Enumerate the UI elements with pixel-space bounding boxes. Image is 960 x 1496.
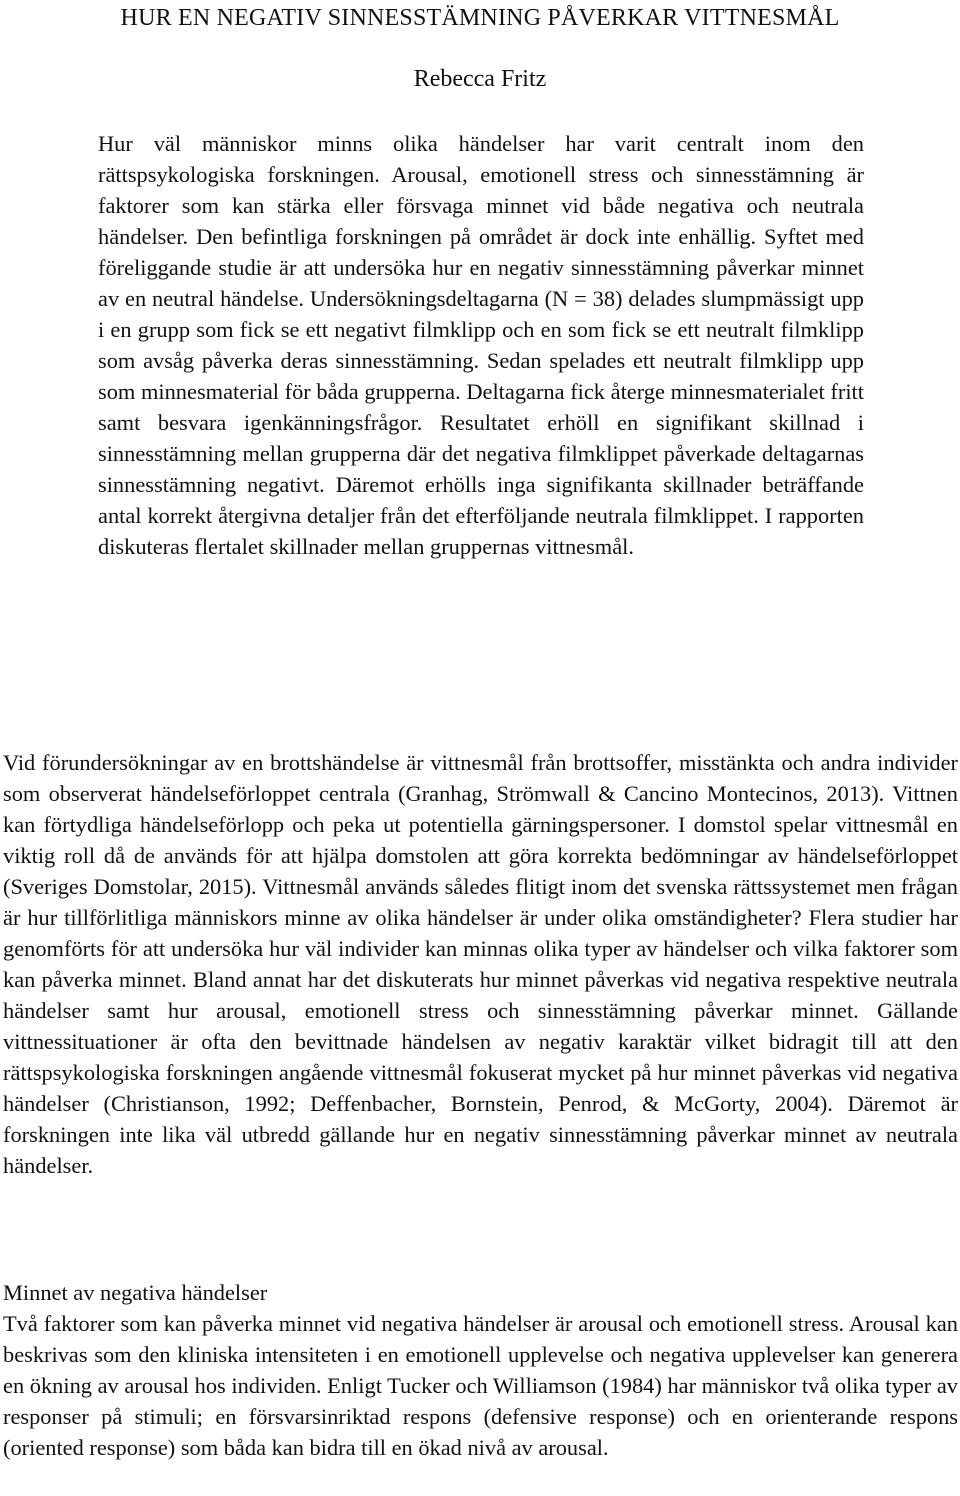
author-name: Rebecca Fritz [413, 66, 547, 92]
body-paragraph-introduction: Vid förundersökningar av en brottshändelse är vittnesmål från brottsoffer, misstänkta och andra individer som observerat händelseförloppet centrala (Granhag, Strömwall & Cancino Montecinos, 2013). Vittnen kan förtydliga händelseförlopp och peka ut potentiella gärningspersoner. I domstol spelar vittnesmål en viktig roll då de används för att hjälpa domstolen att göra korrekta bedömningar av händelseförloppet (Sveriges Domstolar, 2015). Vittnesmål används således flitigt inom det svenska rättssystemet men frågan är hur tillförlitliga människors minne av olika händelser är under olika omständigheter? Flera studier har genomförts för att undersöka hur väl individer kan minnas olika typer av händelser och vilka faktorer som kan påverka minnet. Bland annat har det diskuterats hur minnet påverkas vid negativa respektive neutrala händelser samt hur arousal, emotionell stress och sinnesstämning påverkar minnet. Gällande vittnessituationer är ofta den bevittnade händelsen av negativ karaktär vilket bidragit till att den rättspsykologiska forskningen angående vittnesmål fokuserat mycket på hur minnet påverkas vid negativa händelser (Christianson, 1992; Deffenbacher, Bornstein, Penrod, & McGorty, 2004). Däremot är forskningen inte lika väl utbredd gällande hur en negativ sinnesstämning påverkar minnet av neutrala händelser. [3, 750, 958, 1178]
abstract-text: Hur väl människor minns olika händelser har varit centralt inom den rättspsykologiska forskningen. Arousal, emotionell stress och sinnesstämning är faktorer som kan stärka eller försvaga minnet vid både negativa och neutrala händelser. Den befintliga forskningen på området är dock inte enhällig. Syftet med föreliggande studie är att undersöka hur en negativ sinnesstämning påverkar minnet av en neutral händelse. Undersökningsdeltagarna (N = 38) delades slumpmässigt upp i en grupp som fick se ett negativt filmklipp och en som fick se ett neutralt filmklipp som avsåg påverka deras sinnesstämning. Sedan spelades ett neutralt filmklipp upp som minnesmaterial för båda grupperna. Deltagarna fick återge minnesmaterialet fritt samt besvara igenkänningsfrågor. Resultatet erhöll en signifikant skillnad i sinnesstämning mellan grupperna där det negativa filmklippet påverkade deltagarnas sinnesstämning negativt. Däremot erhölls inga signifikanta skillnader beträffande antal korrekt återgivna detaljer från det efterföljande neutrala filmklippet. I rapporten diskuteras flertalet skillnader mellan gruppernas vittnesmål. [98, 131, 864, 559]
document-title: HUR EN NEGATIV SINNESSTÄMNING PÅVERKAR VITTNESMÅL [120, 5, 840, 31]
section-heading: Minnet av negativa händelser [3, 1280, 268, 1305]
body-paragraph-section: Två faktorer som kan påverka minnet vid negativa händelser är arousal och emotionell stress. Arousal kan beskrivas som den kliniska intensiteten i en emotionell upplevelse och negativa upplevelser kan generera en ökning av arousal hos individen. Enligt Tucker och Williamson (1984) har människor två olika typer av responser på stimuli; en försvarsinriktad respons (defensive response) och en orienterande respons (oriented response) som båda kan bidra till en ökad nivå av arousal. [3, 1311, 958, 1460]
